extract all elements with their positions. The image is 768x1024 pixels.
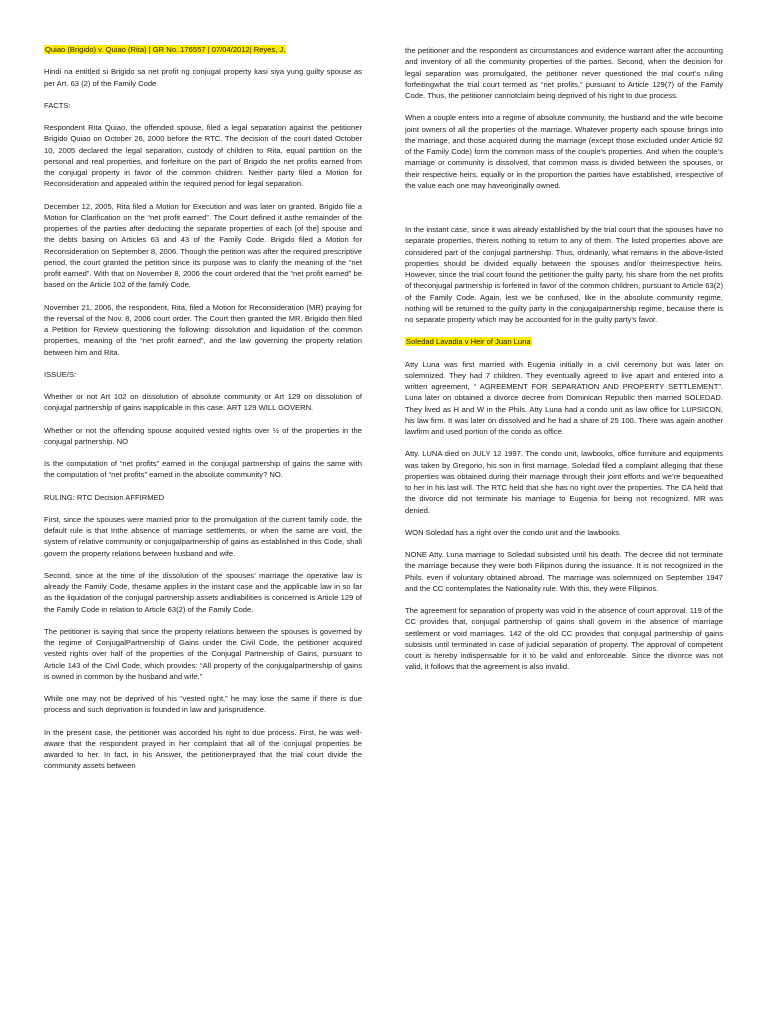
ruling-paragraph: In the instant case, since it was already established by the trial court that the spouses have no separate properties, thereis nothing to return to any of them. The listed properties above are considered part of the conjugal partnership. Thus, ordinarily, what remains in the above-listed properties should be divided equally between the spouses and/or theirrespective heirs. However, since the trial court found the petitioner the guilty party, his share from the net profits of theconjugal partnership is forfeited in favor of the common children, pursuant to Article 63(2) of the Family Code. Again, lest we be confused, like in the absolute community regime, nothing will be returned to the guilty party in the conjugalpartnership regime, because there is no separate property which may be accounted for in the guilty party’s favor. bbox=[405, 225, 723, 324]
issue-paragraph: Is the computation of “net profits” earned in the conjugal partnership of gains the same with the computation of “net profits” earned in the absolute community? NO. bbox=[44, 459, 362, 480]
case-title bbox=[405, 336, 723, 347]
right-column bbox=[405, 45, 723, 684]
case-title bbox=[44, 44, 362, 55]
ruling-paragraph: First, since the spouses were married prior to the promulgation of the current family code, the default rule is that Inthe absence of marriage settlements, or when the same are void, the system of relative community or conjugalpartnership of gains as established in this Code, shall govern the property relations between husband and wife. bbox=[44, 514, 362, 558]
facts-paragraph: Atty. LUNA died on JULY 12 1997. The condo unit, lawbooks, office furniture and equipments was taken by Gregorio, his son in first marriage. Soledad filed a complaint alleging that these properties was obtained during their marriage through their joint efforts and we’re bequeathed to her in his last will. The RTC held that she has no right over the properties. The CA held that the divorce did not terminate his marriage to Eugenia for being not recognized. MR was denied. bbox=[405, 449, 723, 515]
ruling-paragraph: the petitioner and the respondent as circumstances and evidence warrant after the accounting and inventory of all the community properties of the parties. Second, when the decision for legal separation was promulgated, the petitioner never questioned the trial court’s ruling forfeitingwhat the trial court termed as “net profits,” pursuant to Article 129(7) of the Family Code. Thus, the petitioner cannotclaim being deprived of his right to due process. bbox=[405, 46, 723, 100]
case-summary: Hindi na entitled si Brigido sa net profit ng conjugal property kasi siya yung guilty spouse as per Art. 63 (2) of the Family Code bbox=[44, 67, 362, 88]
facts-paragraph: November 21, 2006, the respondent, Rita, filed a Motion for Reconsideration (MR) praying for the reversal of the Nov. 8, 2006 court order. The Court then granted the MR. Brigido then filed a Petition for Review questioning the following: dissolution and liquidation of the common properties, meaning of the “net profit earned”, and the law governing the property relation between him and Rita. bbox=[44, 302, 362, 357]
case-title-highlight: Quiao (Brigido) v. Quiao (Rita) | GR No. 176557 | 07/04/2012| Reyes, J. bbox=[45, 45, 286, 54]
ruling-paragraph: The petitioner is saying that since the property relations between the spouses is governed by the regime of ConjugalPartnership of Gains under the Civil Code, the petitioner acquired vested rights over half of the properties of the Conjugal Partnership of Gains, pursuant to Article 143 of the Civil Code, which provides: “All property of the conjugalpartnership of gains is owned in common by the husband and wife.” bbox=[44, 626, 362, 681]
issue-paragraph: WON Soledad has a right over the condo unit and the lawbooks. bbox=[405, 527, 622, 537]
facts-paragraph: December 12, 2005, Rita filed a Motion for Execution and was later on granted. Brigido file a Motion for Clarification on the “net profit earned”. The Court defined it asthe remainder of the properties of the parties after deducting the separate properties of each [of the] spouse and the debts basing on Articles 63 and 43 of the Family Code. Brigido filed a Motion for Reconsideration on September 8, 2006. Though the petition was after the required prescriptive period, the court granted the petition since its purpose was to clarify the meaning of the “net profit earned”. With that on November 8, 2006 the court ordered that the “net profit earned” be based on the Article 102 of the family Code. bbox=[44, 201, 362, 290]
paragraph-gap bbox=[405, 202, 723, 224]
ruling-paragraph: The agreement for separation of property was void in the absence of court approval. 119 of the CC provides that, conjugal partnership of gains shall govern in the absence of marriage settlement or void marriages. 142 of the old CC provides that conjugal partnership of gains subsists until terminated in case of judicial separation of property. The approval of competent court is hereby indispensable for it to be valid and enforceable. Since the divorce was not valid, it follows that the agreement is also invalid. bbox=[405, 606, 723, 672]
issue-paragraph: Whether or not the offending spouse acquired vested rights over ½ of the properties in the conjugal partnership. NO bbox=[44, 425, 362, 446]
left-column bbox=[44, 44, 362, 783]
facts-heading: FACTS: bbox=[44, 100, 71, 110]
case-title-highlight: Soledad Lavadia v Heir of Juan Luna bbox=[406, 337, 531, 347]
facts-paragraph: Respondent Rita Quiao, the offended spouse, filed a legal separation against the petitioner Brigido Quiao on October 26, 2000 before the RTC. The decision of the court dated October 10, 2005 declared the legal separation, custody of children to Rita, equal partition on the personal and real properties, and forfeiture on the part of Brigido the net profits earned from the conjugal property in favor of the common children. Neither party filed a Motion for Reconsideration and appealed within the required period for legal separation. bbox=[44, 123, 362, 189]
issues-heading: ISSUE/S: bbox=[44, 369, 77, 379]
ruling-paragraph: NONE Atty. Luna marriage to Soledad subsisted until his death. The decree did not terminate the marriage because they were both Filipinos during the issuance. It is not recognized in the Phils. even if voluntary obtained abroad. The marriage was solemnized on September 1947 and the CC contemplates the Nationality rule. With this, they were Filipinos. bbox=[405, 550, 723, 593]
ruling-paragraph: In the present case, the petitioner was accorded his right to due process. First, he was well-aware that the respondent prayed in her complaint that all of the conjugal properties be awarded to her. In fact, in his Answer, the petitionerprayed that the trial court divide the community assets between bbox=[44, 727, 362, 771]
issue-paragraph: Whether or not Art 102 on dissolution of absolute community or Art 129 on dissolution of conjugal partnership of gains isapplicable in this case. ART 129 WILL GOVERN. bbox=[44, 392, 362, 413]
ruling-paragraph: While one may not be deprived of his “vested right,” he may lose the same if there is due process and such deprivation is founded in law and jurisprudence. bbox=[44, 694, 362, 715]
ruling-heading: RULING: RTC Decision AFFIRMED bbox=[44, 492, 165, 502]
facts-paragraph: Atty Luna was first married with Eugenia initially in a civil ceremony but was later on solemnized. They had 7 children. They eventually agreed to live apart and entered into a written agreement, “ AGREEMENT FOR SEPARATION AND PROPERTY SETTLEMENT”. Luna later on obtained a divorce decree from Dominican Republic then married SOLEDAD. They lived as H and W in the Phils. Atty Luna had a condo unit as law office for LUPSICON, his law firm. It was later on dissolved and he had a share of 25 100. There was again another lawfirm and used portion of the condo as office. bbox=[405, 359, 723, 436]
ruling-paragraph: When a couple enters into a regime of absolute community, the husband and the wife become joint owners of all the properties of the marriage. Whatever property each spouse brings into the marriage, and those acquired during the marriage (except those excluded under Article 92 of the Family Code) form the common mass of the couple’s properties. And when the couple’s marriage or community is dissolved, that common mass is divided between the spouses, or their respective heirs, equally or in the proportion the parties have established, irrespective of the value each one may haveoriginally owned. bbox=[405, 113, 723, 190]
ruling-paragraph: Second, since at the time of the dissolution of the spouses’ marriage the operative law is already the Family Code, thesame applies in the instant case and the applicable law in so far as the liquidation of the conjugal partnership assets andliabilities is concerned is Article 129 of the Family Code in relation to Article 63(2) of the Family Code. bbox=[44, 570, 362, 614]
